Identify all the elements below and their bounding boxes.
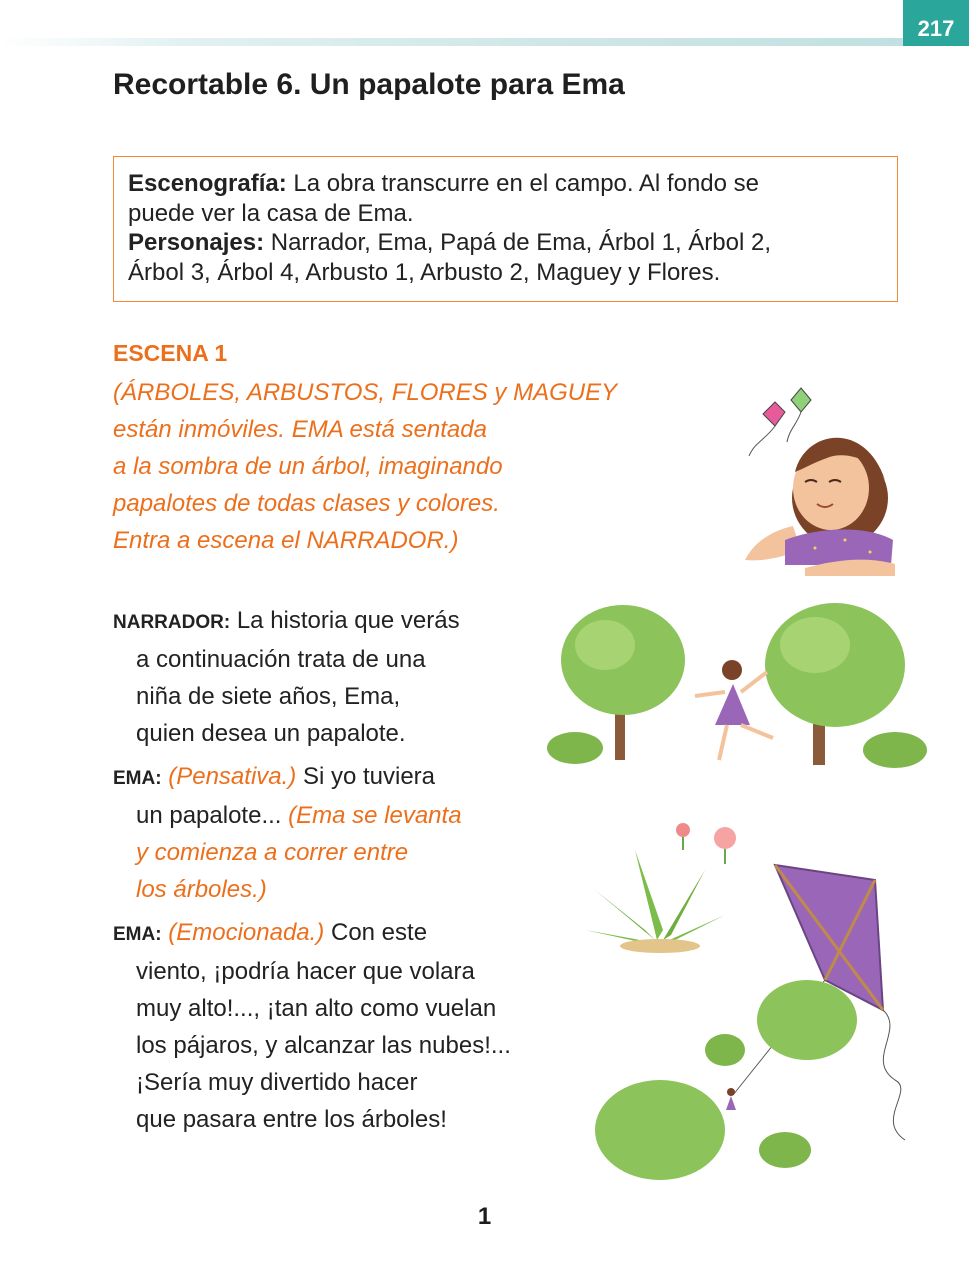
stage-direction-inline: los árboles.) xyxy=(136,876,267,903)
dialog-text: a continuación trata de una xyxy=(136,646,426,673)
dialog-text: niña de siete años, Ema, xyxy=(136,683,401,710)
dialog-ema-1 xyxy=(113,758,462,908)
personajes-label: Personajes: xyxy=(128,229,265,256)
dialog-text: ¡Sería muy divertido hacer xyxy=(136,1069,418,1096)
speaker-label: NARRADOR: xyxy=(113,612,231,633)
speaker-label: EMA: xyxy=(113,768,162,789)
stage-direction-inline: y comienza a correr entre xyxy=(136,839,409,866)
dialog-text: quien desea un papalote. xyxy=(136,720,406,747)
page-title: Recortable 6. Un papalote para Ema xyxy=(113,68,625,101)
stage-direction xyxy=(113,374,617,559)
scene-heading: ESCENA 1 xyxy=(113,340,228,366)
dialog-text: muy alto!..., ¡tan alto como vuelan xyxy=(136,995,497,1022)
flower-icon xyxy=(714,827,736,849)
stage-direction-line: Entra a escena el NARRADOR.) xyxy=(113,527,459,554)
personajes-text: Narrador, Ema, Papá de Ema, Árbol 1, Árbol 2, xyxy=(264,229,771,256)
flower-icon xyxy=(676,823,690,837)
dialog-text: que pasara entre los árboles! xyxy=(136,1106,447,1133)
stage-direction-inline: (Ema se levanta xyxy=(281,802,462,829)
ema-running-trees-illustration xyxy=(545,600,930,775)
stage-direction-line: (ÁRBOLES, ARBUSTOS, FLORES y MAGUEY xyxy=(113,379,618,406)
footer-page-number: 1 xyxy=(477,1203,492,1230)
page-number-tab: 217 xyxy=(903,0,969,46)
escenografia-text: La obra transcurre en el campo. Al fondo se xyxy=(286,170,759,197)
dialog-text: La historia que verás xyxy=(230,607,460,634)
pink-kite-icon xyxy=(763,402,785,426)
ema-daydreaming-illustration xyxy=(735,380,915,580)
personajes-text-cont: Árbol 3, Árbol 4, Arbusto 1, Arbusto 2, Maguey y Flores. xyxy=(128,258,721,286)
stage-direction-line: están inmóviles. EMA está sentada xyxy=(113,416,487,443)
header-stripe xyxy=(0,38,905,46)
green-kite-icon xyxy=(791,388,811,412)
dialog-text: viento, ¡podría hacer que volara xyxy=(136,958,475,985)
dialog-text: Si yo tuviera xyxy=(296,763,436,790)
stage-direction-line: a la sombra de un árbol, imaginando xyxy=(113,453,503,480)
dialog-ema-2 xyxy=(113,914,511,1138)
escenografia-label: Escenografía: xyxy=(128,170,287,197)
dialog-text: los pájaros, y alcanzar las nubes!... xyxy=(136,1032,511,1059)
maguey-plant-icon xyxy=(585,850,725,953)
escenografia-text-cont: puede ver la casa de Ema. xyxy=(128,199,414,227)
stage-direction-inline: (Emocionada.) xyxy=(161,919,325,946)
stage-direction-inline: (Pensativa.) xyxy=(161,763,297,790)
dialog-text: Con este xyxy=(324,919,428,946)
dialog-text: un papalote... xyxy=(136,802,282,829)
dialog-narrador xyxy=(113,602,460,752)
stage-direction-line: papalotes de todas clases y colores. xyxy=(113,490,500,517)
scenography-box xyxy=(113,156,898,302)
kite-bushes-illustration xyxy=(575,820,935,1180)
speaker-label: EMA: xyxy=(113,924,162,945)
